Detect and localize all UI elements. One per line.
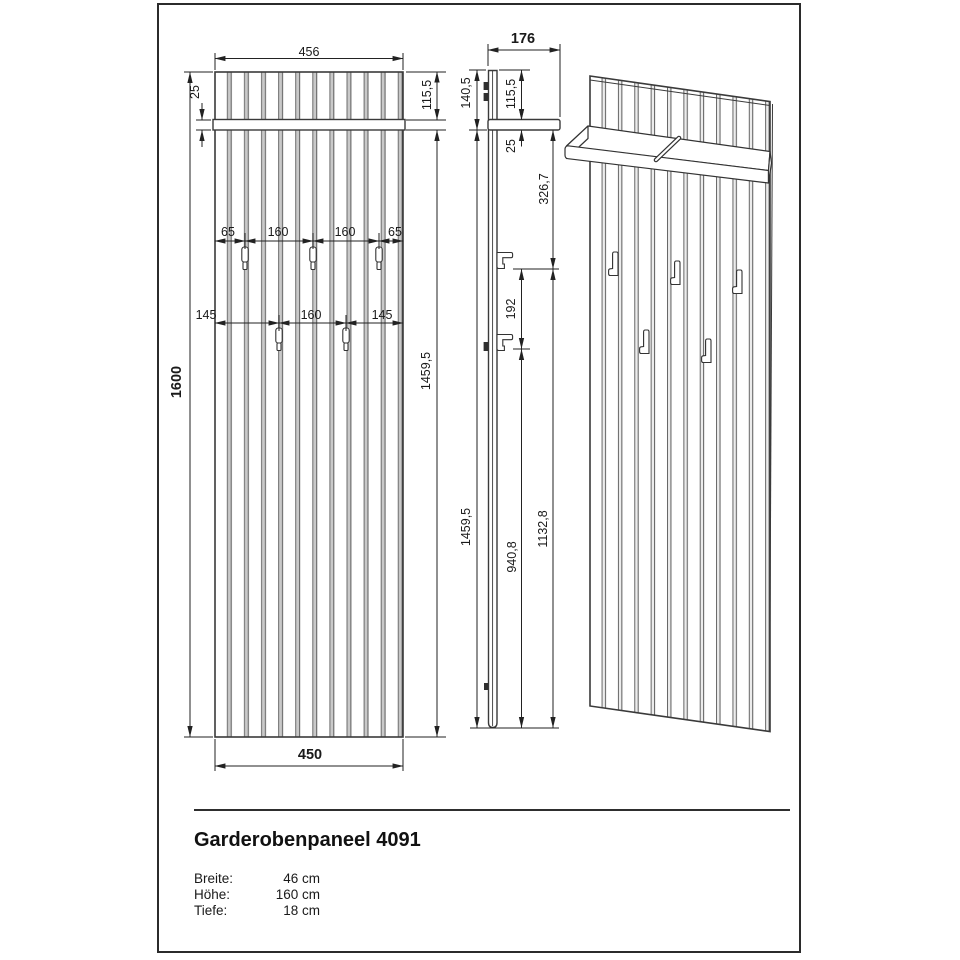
dim-label-front-width-bottom: 450 bbox=[297, 746, 323, 763]
spec-value-breite: 46 cm bbox=[283, 871, 320, 886]
dim-label-side-height-below-rail: 1459,5 bbox=[458, 507, 473, 547]
dim-label-front-rail-top-offset: 115,5 bbox=[419, 79, 434, 111]
dim-label-front-height-total: 1600 bbox=[168, 365, 185, 399]
dim-label-side-depth-total: 176 bbox=[510, 30, 536, 47]
dim-label-hookrow2-145b: 145 bbox=[371, 307, 393, 322]
spec-row-tiefe bbox=[194, 903, 320, 919]
dim-label-side-rail-top-offset: 115,5 bbox=[503, 78, 518, 110]
spec-row-hoehe bbox=[194, 887, 320, 903]
dim-label-hookrow1-160a: 160 bbox=[267, 224, 289, 239]
title-block-separator bbox=[194, 809, 790, 811]
dim-label-side-rail-to-hook1: 326,7 bbox=[536, 173, 551, 205]
dim-label-side-hook1-to-hook2: 192 bbox=[503, 298, 518, 320]
spec-value-hoehe: 160 cm bbox=[275, 887, 320, 902]
page-title: Garderobenpaneel 4091 bbox=[194, 829, 421, 851]
spec-label-breite: Breite: bbox=[194, 871, 234, 886]
dim-label-side-hook1-to-bottom: 1132,8 bbox=[535, 510, 550, 548]
spec-row-breite bbox=[194, 871, 320, 887]
dim-label-side-rail-thickness: 25 bbox=[503, 139, 518, 153]
dim-label-front-height-below-rail: 1459,5 bbox=[418, 351, 433, 391]
front-view bbox=[184, 53, 446, 771]
dim-label-hookrow1-65a: 65 bbox=[221, 224, 235, 239]
dim-label-hookrow2-160: 160 bbox=[300, 307, 322, 322]
dim-label-side-total-top-height: 140,5 bbox=[458, 77, 473, 109]
perspective-view bbox=[565, 76, 773, 732]
dim-label-hookrow1-160b: 160 bbox=[334, 224, 356, 239]
spec-value-tiefe: 18 cm bbox=[283, 903, 320, 918]
dim-label-front-rail-thickness: 25 bbox=[187, 85, 202, 99]
dim-label-hookrow1-65b: 65 bbox=[388, 224, 402, 239]
dim-label-front-width-top: 456 bbox=[298, 44, 320, 59]
dim-label-hookrow2-145a: 145 bbox=[195, 307, 217, 322]
dim-label-side-hook2-to-bottom: 940,8 bbox=[504, 541, 519, 573]
spec-table bbox=[194, 871, 320, 919]
spec-label-hoehe: Höhe: bbox=[194, 887, 231, 902]
wall-bracket-marks bbox=[484, 82, 489, 690]
spec-label-tiefe: Tiefe: bbox=[194, 903, 228, 918]
